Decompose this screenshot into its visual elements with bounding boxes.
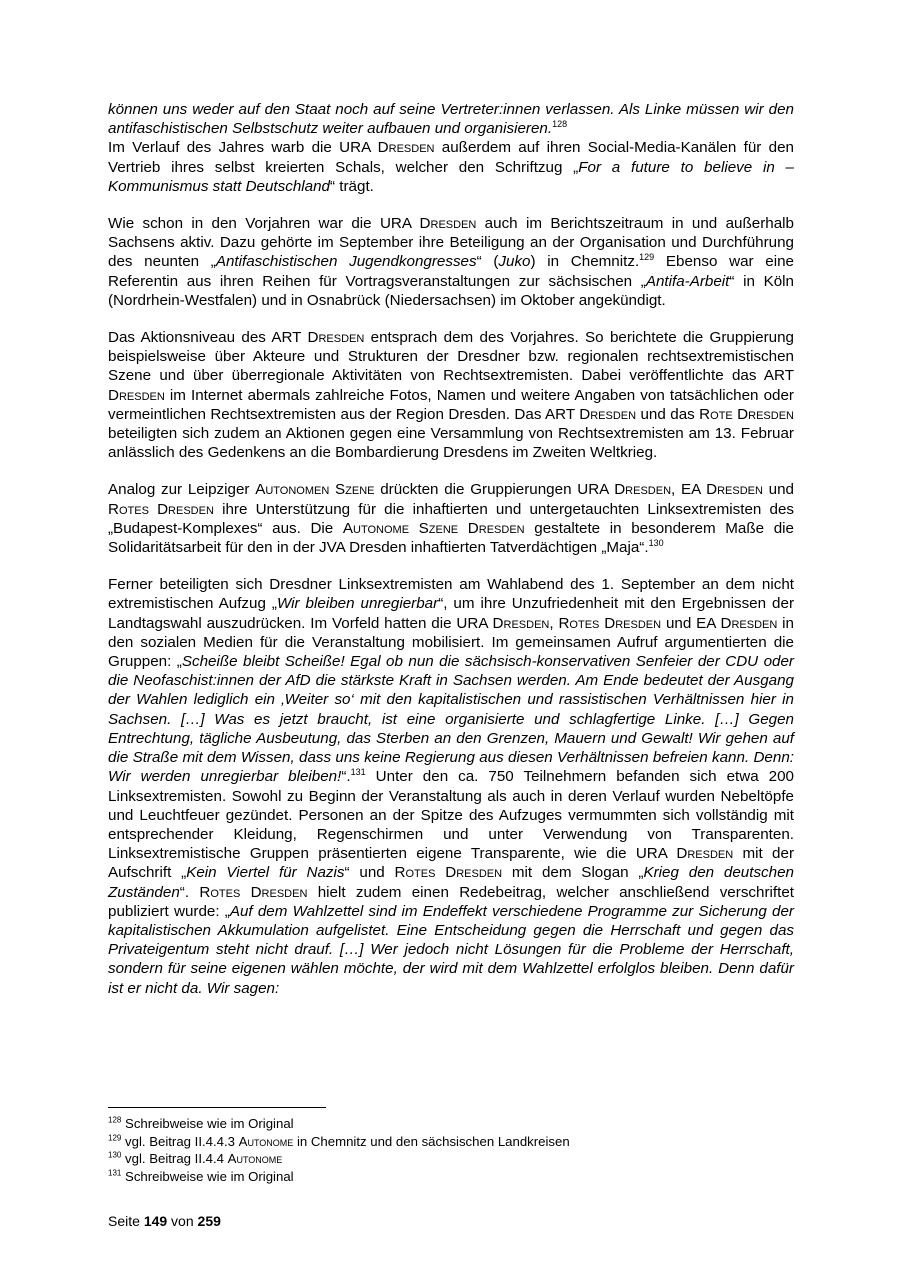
footnote-ref: 131 — [350, 767, 366, 778]
footnote-ref: 129 — [639, 252, 655, 263]
footnote-129: $^{129}$ vgl. Beitrag II.4.4.3 Autonome in Chemnitz und den sächsischen Landkreisen — [108, 1133, 570, 1149]
footnote-130: $^{130}$ vgl. Beitrag II.4.4 Autonome — [108, 1150, 283, 1167]
footnote-131: $^{131}$ Schreibweise wie im Original — [108, 1168, 294, 1184]
footnotes — [108, 1115, 794, 1185]
footnote-ref: 130 — [648, 538, 664, 548]
page-number: Seite 149 von 259 — [108, 1213, 221, 1229]
footnote-128: $^{128}$ Schreibweise wie im Original — [108, 1115, 294, 1131]
paragraph-budapest-complex: Analog zur Leipziger Autonomen Szene drückten die Gruppierungen URA Dresden, EA Dresden und Rotes Dresden ihre Unterstützung für die inhaftierten und untergetauchten Linksextremisten des „Budapest-Komplexes“ aus. Die Autonome Szene Dresden gestaltete in besonderem Maße die Solidaritätsarbeit für den in der JVA Dresden inhaftierten Tatverdächtigen „Maja“.$^{130}$ — [108, 481, 794, 557]
paragraph-election-evening: Ferner beteiligten sich Dresdner Linksextremisten am Wahlabend des 1. September an dem nicht extremistischen Aufzug „Wir bleiben unregierbar“, um ihre Unzufriedenheit mit den Ergebnissen der Landtagswahl auszudrücken. Im Vorfeld hatten die URA Dresden, Rotes Dresden und EA Dresden in den sozialen Medien für die Veranstaltung mobilisiert. Im gemeinsamen Aufruf argumentierten die Gruppen: „Scheiße bleibt Scheiße! Egal ob nun die sächsisch-konservativen Senfeier der CDU oder die Neofaschist:innen der AfD die stärkste Kraft in Sachsen werden. Am Ende bedeutet der Ausgang der Wahlen lediglich ein ‚Weiter so‘ mit den kapitalistischen und rassistischen Verhältnissen hier in Sachsen. […] Was es jetzt braucht, ist eine organisierte und schlagfertige Linke. […] Gegen Entrechtung, tägliche Ausbeutung, das Sterben an den Grenzen, Mauern und Gewalt! Wir gehen auf die Straße mit dem Wissen, dass uns keine Regierung aus diesen Verhältnissen befreien kann. Denn: Wir werden unregierbar bleiben!“.$^{131}$ Unter den ca. 750 Teilnehmern befanden sich etwa 200 Linksextremisten. Sowohl zu Beginn der Veranstaltung als auch in deren Verlauf wurden Nebeltöpfe und Leuchtfeuer gezündet. Personen an der Spitze des Aufzuges vermummten sich vollständig mit entsprechender Kleidung, Regenschirmen und unter Verwendung von Transparenten. Linksextremistische Gruppen präsentierten eigene Transparente, wie die URA Dresden mit der Aufschrift „Kein Viertel für Nazis“ und Rotes Dresden mit dem Slogan „Krieg den deutschen Zuständen“. Rotes Dresden hielt zudem einen Redebeitrag, welcher anschließend verschriftet publiziert wurde: „Auf dem Wahlzettel sind im Endeffekt verschiedene Programme zur Sicherung der kapitalistischen Akkumulation aufgelistet. Eine Entscheidung gegen die Herrschaft und gegen das Privateigentum steht nicht drauf. […] Wer jedoch nicht Lösungen für die Probleme der Herrschaft, sondern für seine eigenen wählen möchte, der wird mit dem Wahlzettel erfolglos bleiben. Denn dafür ist er nicht da. Wir sagen: — [108, 576, 795, 997]
paragraph-art-dresden: Das Aktionsniveau des ART Dresden entsprach dem des Vorjahres. So berichtete die Gruppierung beispielsweise über Akteure und Strukturen der Dresdner bzw. regionalen rechtsextremistischen Szene und über überregionale Aktivitäten von Rechtsextremisten. Dabei veröffentlichte das ART Dresden im Internet abermals zahlreiche Fotos, Namen und weitere Angaben von tatsächlichen oder vermeintlichen Rechtsextremisten aus der Region Dresden. Das ART Dresden und das Rote Dresden beteiligten sich zudem an Aktionen gegen eine Versammlung von Rechtsextremisten am 13. Februar anlässlich des Gedenkens an die Bombardierung Dresdens im Zweiten Weltkrieg. — [108, 329, 794, 462]
footnote-ref: 128 — [552, 119, 568, 130]
document-body — [108, 100, 794, 998]
paragraph-ura-activity: Wie schon in den Vorjahren war die URA Dresden auch im Berichtszeitraum in und außerhalb Sachsens aktiv. Dazu gehörte im September ihre Beteiligung an der Organisation und Durchführung des neunten „Antifaschistischen Jugendkongresses“ (Juko) in Chemnitz.$^{129}$ Ebenso war eine Referentin aus ihren Reihen für Vortragsveranstaltungen zur sächsischen „Antifa-Arbeit“ in Köln (Nordrhein-Westfalen) und in Osnabrück (Niedersachsen) im Oktober angekündigt. — [108, 215, 794, 309]
quote-continuation: können uns weder auf den Staat noch auf seine Vertreter:innen verlassen. Als Linke müssen wir den antifaschistischen Selbstschutz weiter aufbauen und organisieren.$^{128}$ — [108, 101, 794, 138]
footnote-separator — [108, 1107, 326, 1108]
paragraph-ura-scarf: Im Verlauf des Jahres warb die URA Dresden außerdem auf ihren Social-Media-Kanälen für den Vertrieb ihres selbst kreierten Schals, welcher den Schriftzug „For a future to believe in – Kommunismus statt Deutschland“ trägt. — [108, 139, 794, 195]
